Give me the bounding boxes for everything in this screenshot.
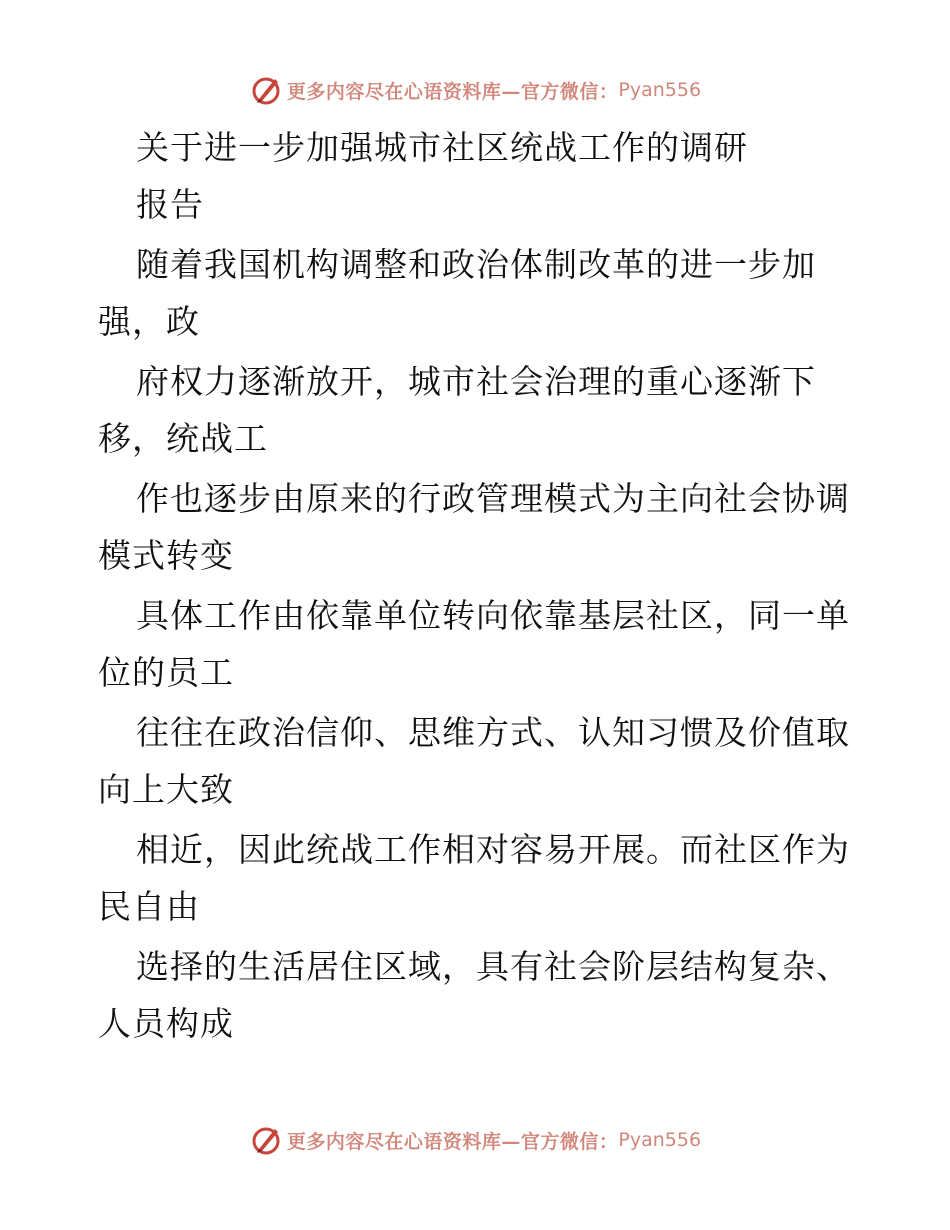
paragraph-line: 向上大致 [98,770,234,809]
paragraph-line: 移，统战工 [98,419,268,458]
paragraph-line: 人员构成 [98,1004,234,1043]
paragraph-line: 模式转变 [98,536,234,575]
watermark-wechat-id: Pyan556 [618,79,702,101]
paragraph-line: 相近，因此统战工作相对容易开展。而社区作为 [136,830,850,869]
paragraph-line: 强，政 [98,302,200,341]
red-pen-circle-icon [249,73,283,107]
header-watermark [0,70,950,110]
paragraph-line: 府权力逐渐放开，城市社会治理的重心逐渐下 [136,362,816,401]
footer-watermark [0,1120,950,1160]
watermark-text: 更多内容尽在心语资料库—官方微信： [286,80,619,103]
doc-title-line-2: 报告 [136,185,204,224]
paragraph-line: 作也逐步由原来的行政管理模式为主向社会协调 [136,479,850,518]
paragraph-line: 民自由 [98,887,200,926]
red-pen-circle-icon [249,1123,283,1157]
watermark-wechat-id: Pyan556 [618,1129,702,1151]
watermark-text: 更多内容尽在心语资料库—官方微信： [286,1130,619,1153]
paragraph-line: 位的员工 [98,653,234,692]
paragraph-line: 选择的生活居住区域，具有社会阶层结构复杂、 [136,947,850,986]
paragraph-line: 随着我国机构调整和政治体制改革的进一步加 [136,245,816,284]
paragraph-line: 往往在政治信仰、思维方式、认知习惯及价值取 [136,713,850,752]
paragraph-line: 具体工作由依靠单位转向依靠基层社区，同一单 [136,596,850,635]
doc-title-line-1: 关于进一步加强城市社区统战工作的调研 [136,128,748,167]
